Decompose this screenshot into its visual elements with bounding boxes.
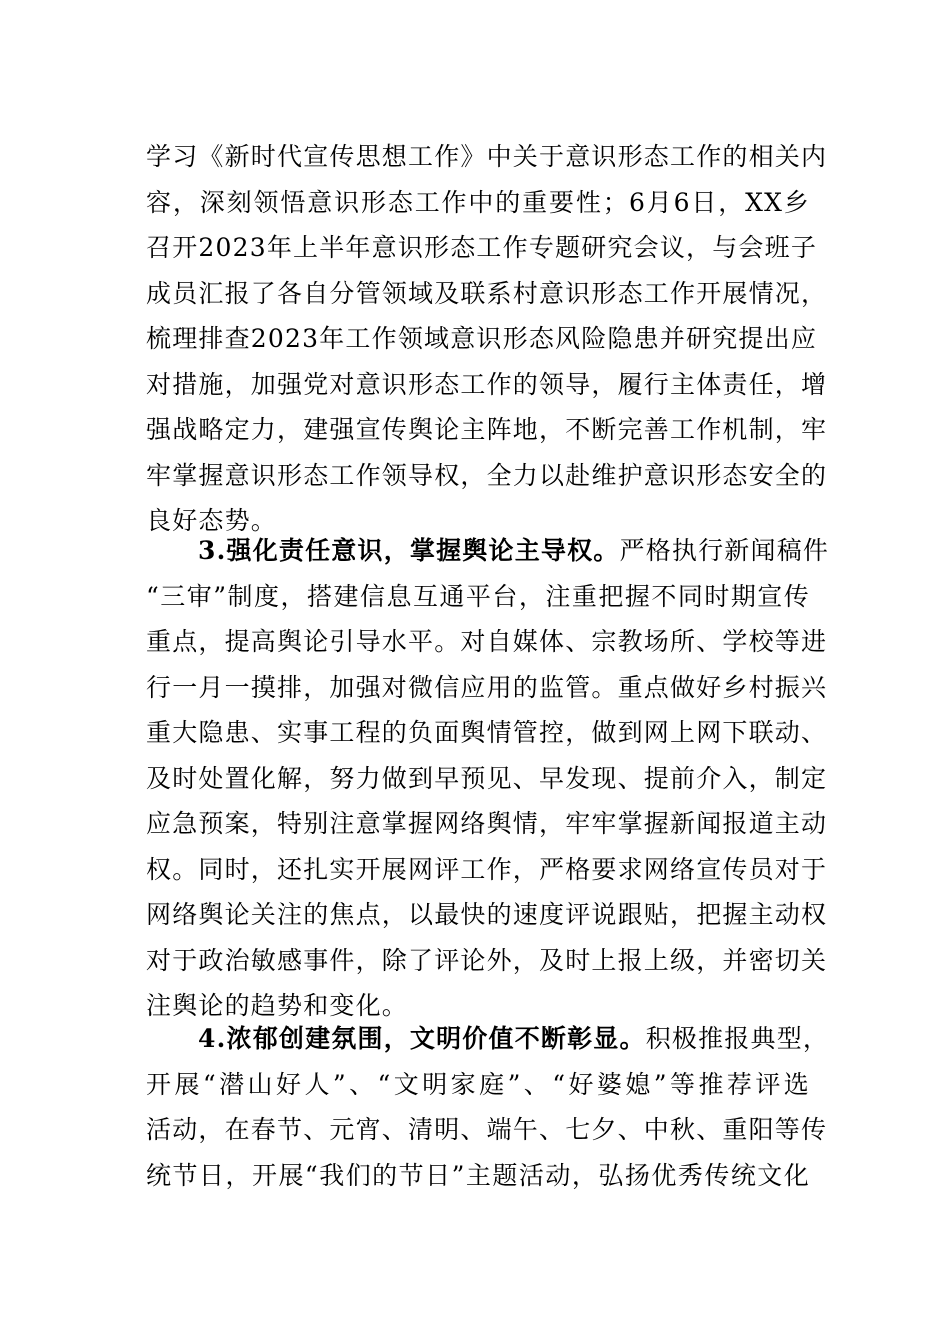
paragraph-first-line: [146, 528, 830, 574]
text-line: 注舆论的趋势和变化。: [146, 991, 409, 1020]
text-line: 及时处置化解，努力做到早预见、早发现、提前介入，制定: [146, 763, 828, 793]
text-line: 重大隐患、实事工程的负面舆情管控，做到网上网下联动、: [146, 718, 828, 747]
paragraph-ideology-meeting: [146, 134, 828, 544]
section-heading-4: 4.浓郁创建氛围，文明价值不断彰显。: [198, 1024, 646, 1053]
text-line: “三审”制度，搭建信息互通平台，注重把握不同时期宣传: [146, 581, 810, 611]
text-line: 应急预案，特别注意掌握网络舆情，牢牢掌握新闻报道主动: [146, 809, 828, 838]
text-line: 梳理排查2023年工作领域意识形态风险隐患并研究提出应: [146, 324, 818, 353]
text-run: 严格执行新闻稿件: [619, 536, 830, 565]
text-line: 对措施，加强党对意识形态工作的领导，履行主体责任，增: [146, 369, 828, 399]
text-line: 网络舆论关注的焦点，以最快的速度评说跟贴，把握主动权: [146, 900, 828, 929]
text-line: 成员汇报了各自分管领域及联系村意识形态工作开展情况，: [146, 278, 828, 308]
text-line: 权。同时，还扎实开展网评工作，严格要求网络宣传员对于: [146, 854, 828, 884]
text-line: 重点，提高舆论引导水平。对自媒体、宗教场所、学校等进: [146, 627, 828, 656]
text-line: 行一月一摸排，加强对微信应用的监管。重点做好乡村振兴: [146, 672, 828, 702]
text-run: 积极推报典型，: [645, 1024, 830, 1053]
text-line: 召开2023年上半年意识形态工作专题研究会议，与会班子: [146, 233, 818, 262]
paragraph-first-line: [146, 1016, 830, 1062]
text-line: 对于政治敏感事件，除了评论外，及时上报上级，并密切关: [146, 945, 828, 975]
text-line: 强战略定力，建强宣传舆论主阵地，不断完善工作机制，牢: [146, 415, 828, 444]
paragraph-responsibility: [146, 528, 830, 1029]
text-line: 良好态势。: [146, 506, 278, 535]
text-line: 统节日，开展“我们的节日”主题活动，弘扬优秀传统文化: [146, 1160, 810, 1190]
text-line: 开展“潜山好人”、“文明家庭”、“好婆媳”等推荐评选: [146, 1069, 810, 1099]
text-line: 活动，在春节、元宵、清明、端午、七夕、中秋、重阳等传: [146, 1115, 828, 1144]
text-line: 牢掌握意识形态工作领导权，全力以赴维护意识形态安全的: [146, 460, 828, 490]
text-line: 容，深刻领悟意识形态工作中的重要性；6月6日，XX乡: [146, 187, 810, 217]
section-heading-3: 3.强化责任意识，掌握舆论主导权。: [198, 536, 620, 565]
text-line: 学习《新时代宣传思想工作》中关于意识形态工作的相关内: [146, 142, 828, 171]
paragraph-civilization: [146, 1016, 830, 1198]
